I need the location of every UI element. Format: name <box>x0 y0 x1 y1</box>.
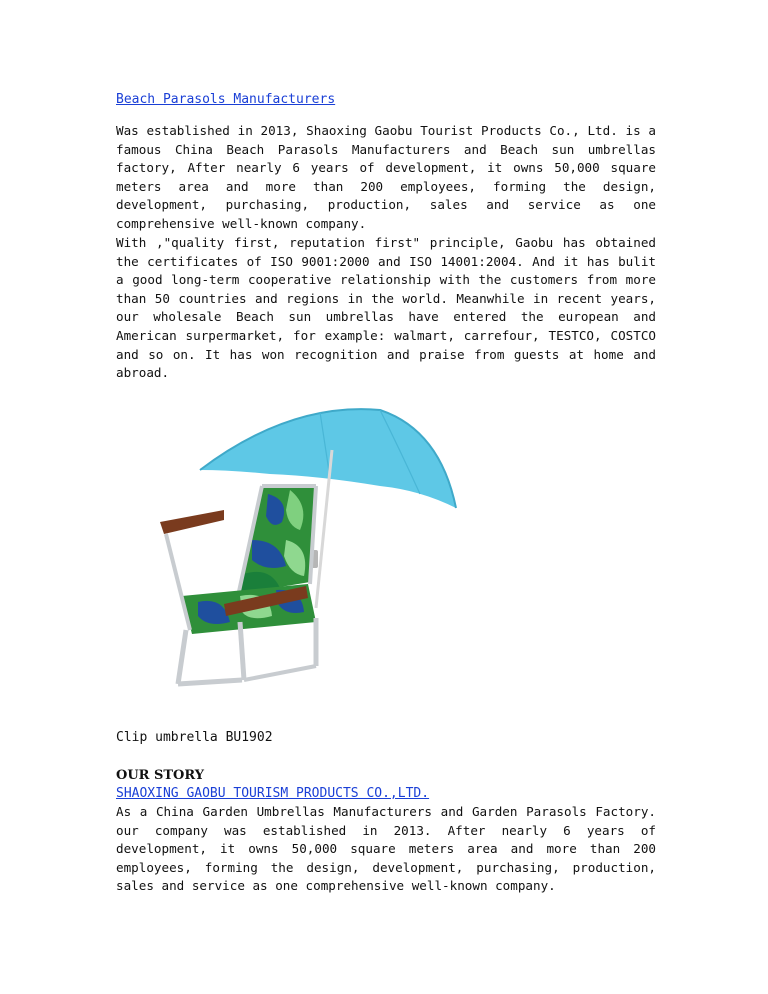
beach-parasols-link[interactable]: Beach Parasols Manufacturers <box>116 92 336 107</box>
image-caption: Clip umbrella BU1902 <box>116 730 273 745</box>
our-story-heading: OUR STORY <box>116 768 205 783</box>
quality-paragraph: With ,"quality first, reputation first" principle, Gaobu has obtained the certificates of ISO 9001:2000 and ISO 14001:2004. And it has bulit a good long-term cooperative relationship with the customers from more than 50 countries and regions in the world. Meanwhile in recent years, our wholesale Beach sun umbrellas have entered the european and American surpermarket, for example: walmart, carrefour, TESTCO, COSTCO and so on. It has won recognition and praise from guests at home and abroad. <box>116 235 656 381</box>
company-name-link[interactable]: SHAOXING GAOBU TOURISM PRODUCTS CO.,LTD. <box>116 786 430 801</box>
document-page <box>116 88 656 894</box>
story-paragraph: As a China Garden Umbrellas Manufacturers and Garden Parasols Factory. our company was established in 2013. After nearly 6 years of development, it owns 50,000 square meters area and more than 200 employees, forming the design, development, purchasing, production, sales and service as one comprehensive well-known company. <box>116 804 656 894</box>
intro-paragraph: Was established in 2013, Shaoxing Gaobu Tourist Products Co., Ltd. is a famous China Beach Parasols Manufacturers and Beach sun umbrellas factory, After nearly 6 years of development, it owns 50,000 square meters area and more than 200 employees, forming the design, development, purchasing, production, sales and service as one comprehensive well-known company. <box>116 123 656 231</box>
clip-umbrella-chair-image <box>120 390 460 690</box>
